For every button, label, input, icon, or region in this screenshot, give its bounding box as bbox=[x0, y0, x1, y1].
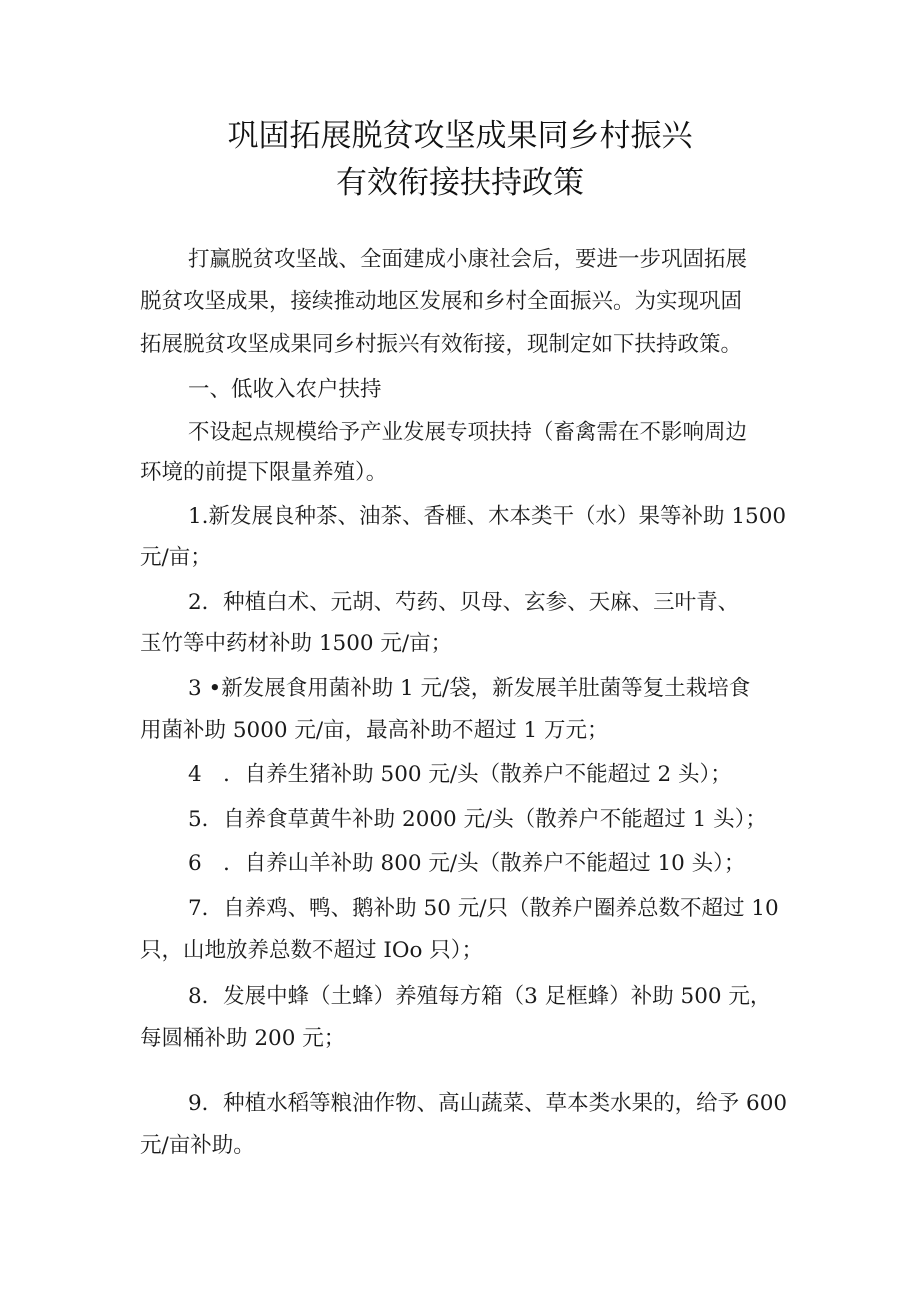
policy-item-line: 只，山地放养总数不超过 IOo 只）； bbox=[140, 938, 483, 963]
policy-item-line: 5．自养食草黄牛补助 2000 元/头（散养户不能超过 1 头）； bbox=[188, 807, 767, 832]
intro-line: 拓展脱贫攻坚成果同乡村振兴有效衔接，现制定如下扶持政策。 bbox=[140, 332, 743, 357]
policy-item-line: 用菌补助 5000 元/亩，最高补助不超过 1 万元； bbox=[140, 718, 609, 743]
policy-item-line: 2．种植白术、元胡、芍药、贝母、玄参、天麻、三叶青、 bbox=[188, 590, 740, 615]
section-intro-line: 环境的前提下限量养殖）。 bbox=[140, 460, 388, 485]
policy-item-line: 8．发展中蜂（土蜂）养殖每方箱（3 足框蜂）补助 500 元， bbox=[188, 984, 772, 1009]
policy-item-line: 4 ．自养生猪补助 500 元/头（散养户不能超过 2 头）； bbox=[188, 762, 732, 787]
section-intro-line: 不设起点规模给予产业发展专项扶持（畜禽需在不影响周边 bbox=[188, 420, 748, 445]
policy-item-line: 3 •新发展食用菌补助 1 元/袋，新发展羊肚菌等复土栽培食 bbox=[188, 676, 751, 701]
policy-item-line: 6 ．自养山羊补助 800 元/头（散养户不能超过 10 头）； bbox=[188, 851, 746, 876]
intro-line: 打赢脱贫攻坚战、全面建成小康社会后，要进一步巩固拓展 bbox=[188, 247, 748, 272]
policy-item-line: 元/亩补助。 bbox=[140, 1133, 255, 1158]
policy-item-line: 7．自养鸡、鸭、鹅补助 50 元/只（散养户圈养总数不超过 10 bbox=[188, 896, 779, 921]
policy-item-line: 1.新发展良种茶、油茶、香榧、木本类干（水）果等补助 1500 bbox=[188, 504, 787, 529]
policy-item-line: 9．种植水稻等粮油作物、高山蔬菜、草本类水果的，给予 600 bbox=[188, 1091, 788, 1116]
intro-line: 脱贫攻坚成果，接续推动地区发展和乡村全面振兴。为实现巩固 bbox=[140, 289, 743, 314]
page-title-line-1: 巩固拓展脱贫攻坚成果同乡村振兴 bbox=[227, 118, 693, 154]
section-heading: 一、低收入农户扶持 bbox=[188, 377, 382, 402]
page-title-line-2: 有效衔接扶持政策 bbox=[336, 165, 584, 201]
policy-item-line: 元/亩； bbox=[140, 545, 212, 570]
policy-item-line: 每圆桶补助 200 元； bbox=[140, 1026, 346, 1051]
policy-item-line: 玉竹等中药材补助 1500 元/亩； bbox=[140, 631, 453, 656]
